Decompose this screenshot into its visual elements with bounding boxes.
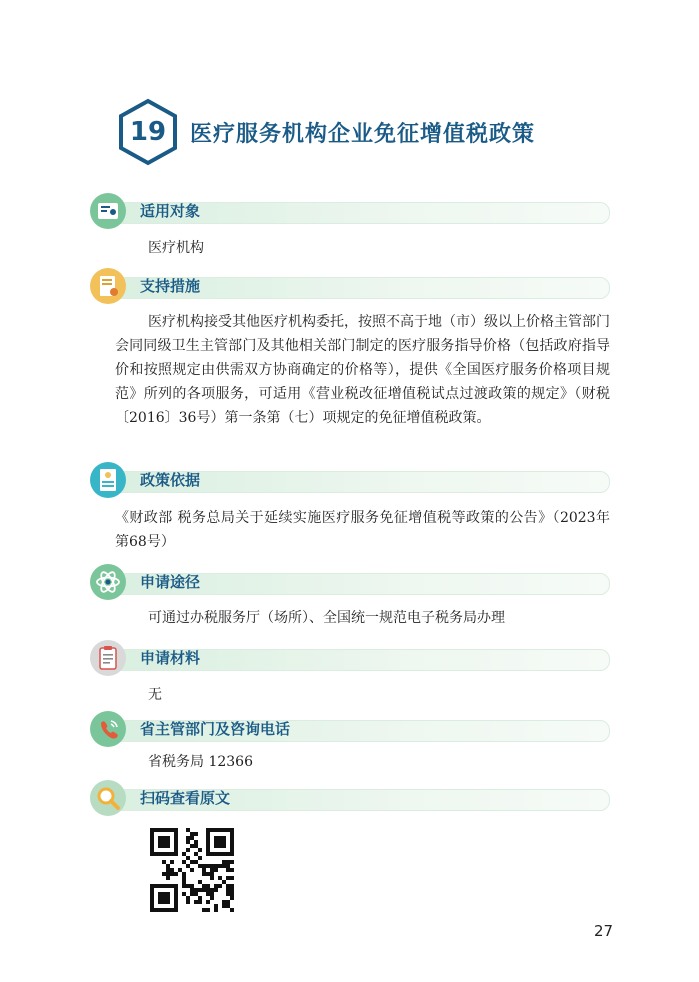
section-content: 医疗机构: [148, 240, 204, 256]
section-content: 医疗机构接受其他医疗机构委托，按照不高于地（市）级以上价格主管部门会同同级卫生主管部门及其他相关部门制定的医疗服务指导价格（包括政府指导价和按照规定由供需双方协商确定的价格等），提供《全国医疗服务价格项目规范》所列的各项服务，可适用《营业税改征增值税试点过渡政策的规定》（财税〔2016〕36号）第一条第（七）项规定的免征增值税政策。: [115, 314, 610, 426]
section-label: 支持措施: [140, 277, 201, 295]
section-header-scan: [90, 780, 610, 816]
section-label: 申请材料: [140, 649, 201, 667]
clipboard-icon: [90, 640, 126, 676]
section-header-contact: [90, 711, 610, 747]
section-label: 省主管部门及咨询电话: [140, 720, 291, 738]
section-header-materials: [90, 640, 610, 676]
section-header-basis: [90, 462, 610, 498]
section-header-channel: [90, 564, 610, 600]
section-content: 《财政部 税务总局关于延续实施医疗服务免征增值税等政策的公告》（2023年第68号）: [115, 510, 610, 550]
policy-number: 19: [129, 117, 167, 147]
section-label: 申请途径: [140, 573, 201, 591]
policy-title: 医疗服务机构企业免征增值税政策: [190, 121, 536, 147]
hexagon-number-badge: [118, 98, 178, 166]
qr-code[interactable]: [150, 828, 234, 912]
section-content: 省税务局 12366: [148, 754, 253, 770]
section-header-measures: [90, 268, 610, 304]
section-label: 适用对象: [140, 202, 201, 220]
page-title: [118, 98, 535, 166]
id-card-icon: [90, 193, 126, 229]
document-icon: [90, 462, 126, 498]
atom-icon: [90, 564, 126, 600]
magnifier-icon: [90, 780, 126, 816]
section-content: 可通过办税服务厅（场所）、全国统一规范电子税务局办理: [148, 610, 505, 626]
certificate-icon: [90, 268, 126, 304]
section-header-target: [90, 193, 610, 229]
phone-icon: [90, 711, 126, 747]
page-number: 27: [594, 922, 614, 940]
section-label: 政策依据: [140, 471, 201, 489]
section-label: 扫码查看原文: [140, 789, 231, 807]
section-content: 无: [148, 687, 162, 703]
